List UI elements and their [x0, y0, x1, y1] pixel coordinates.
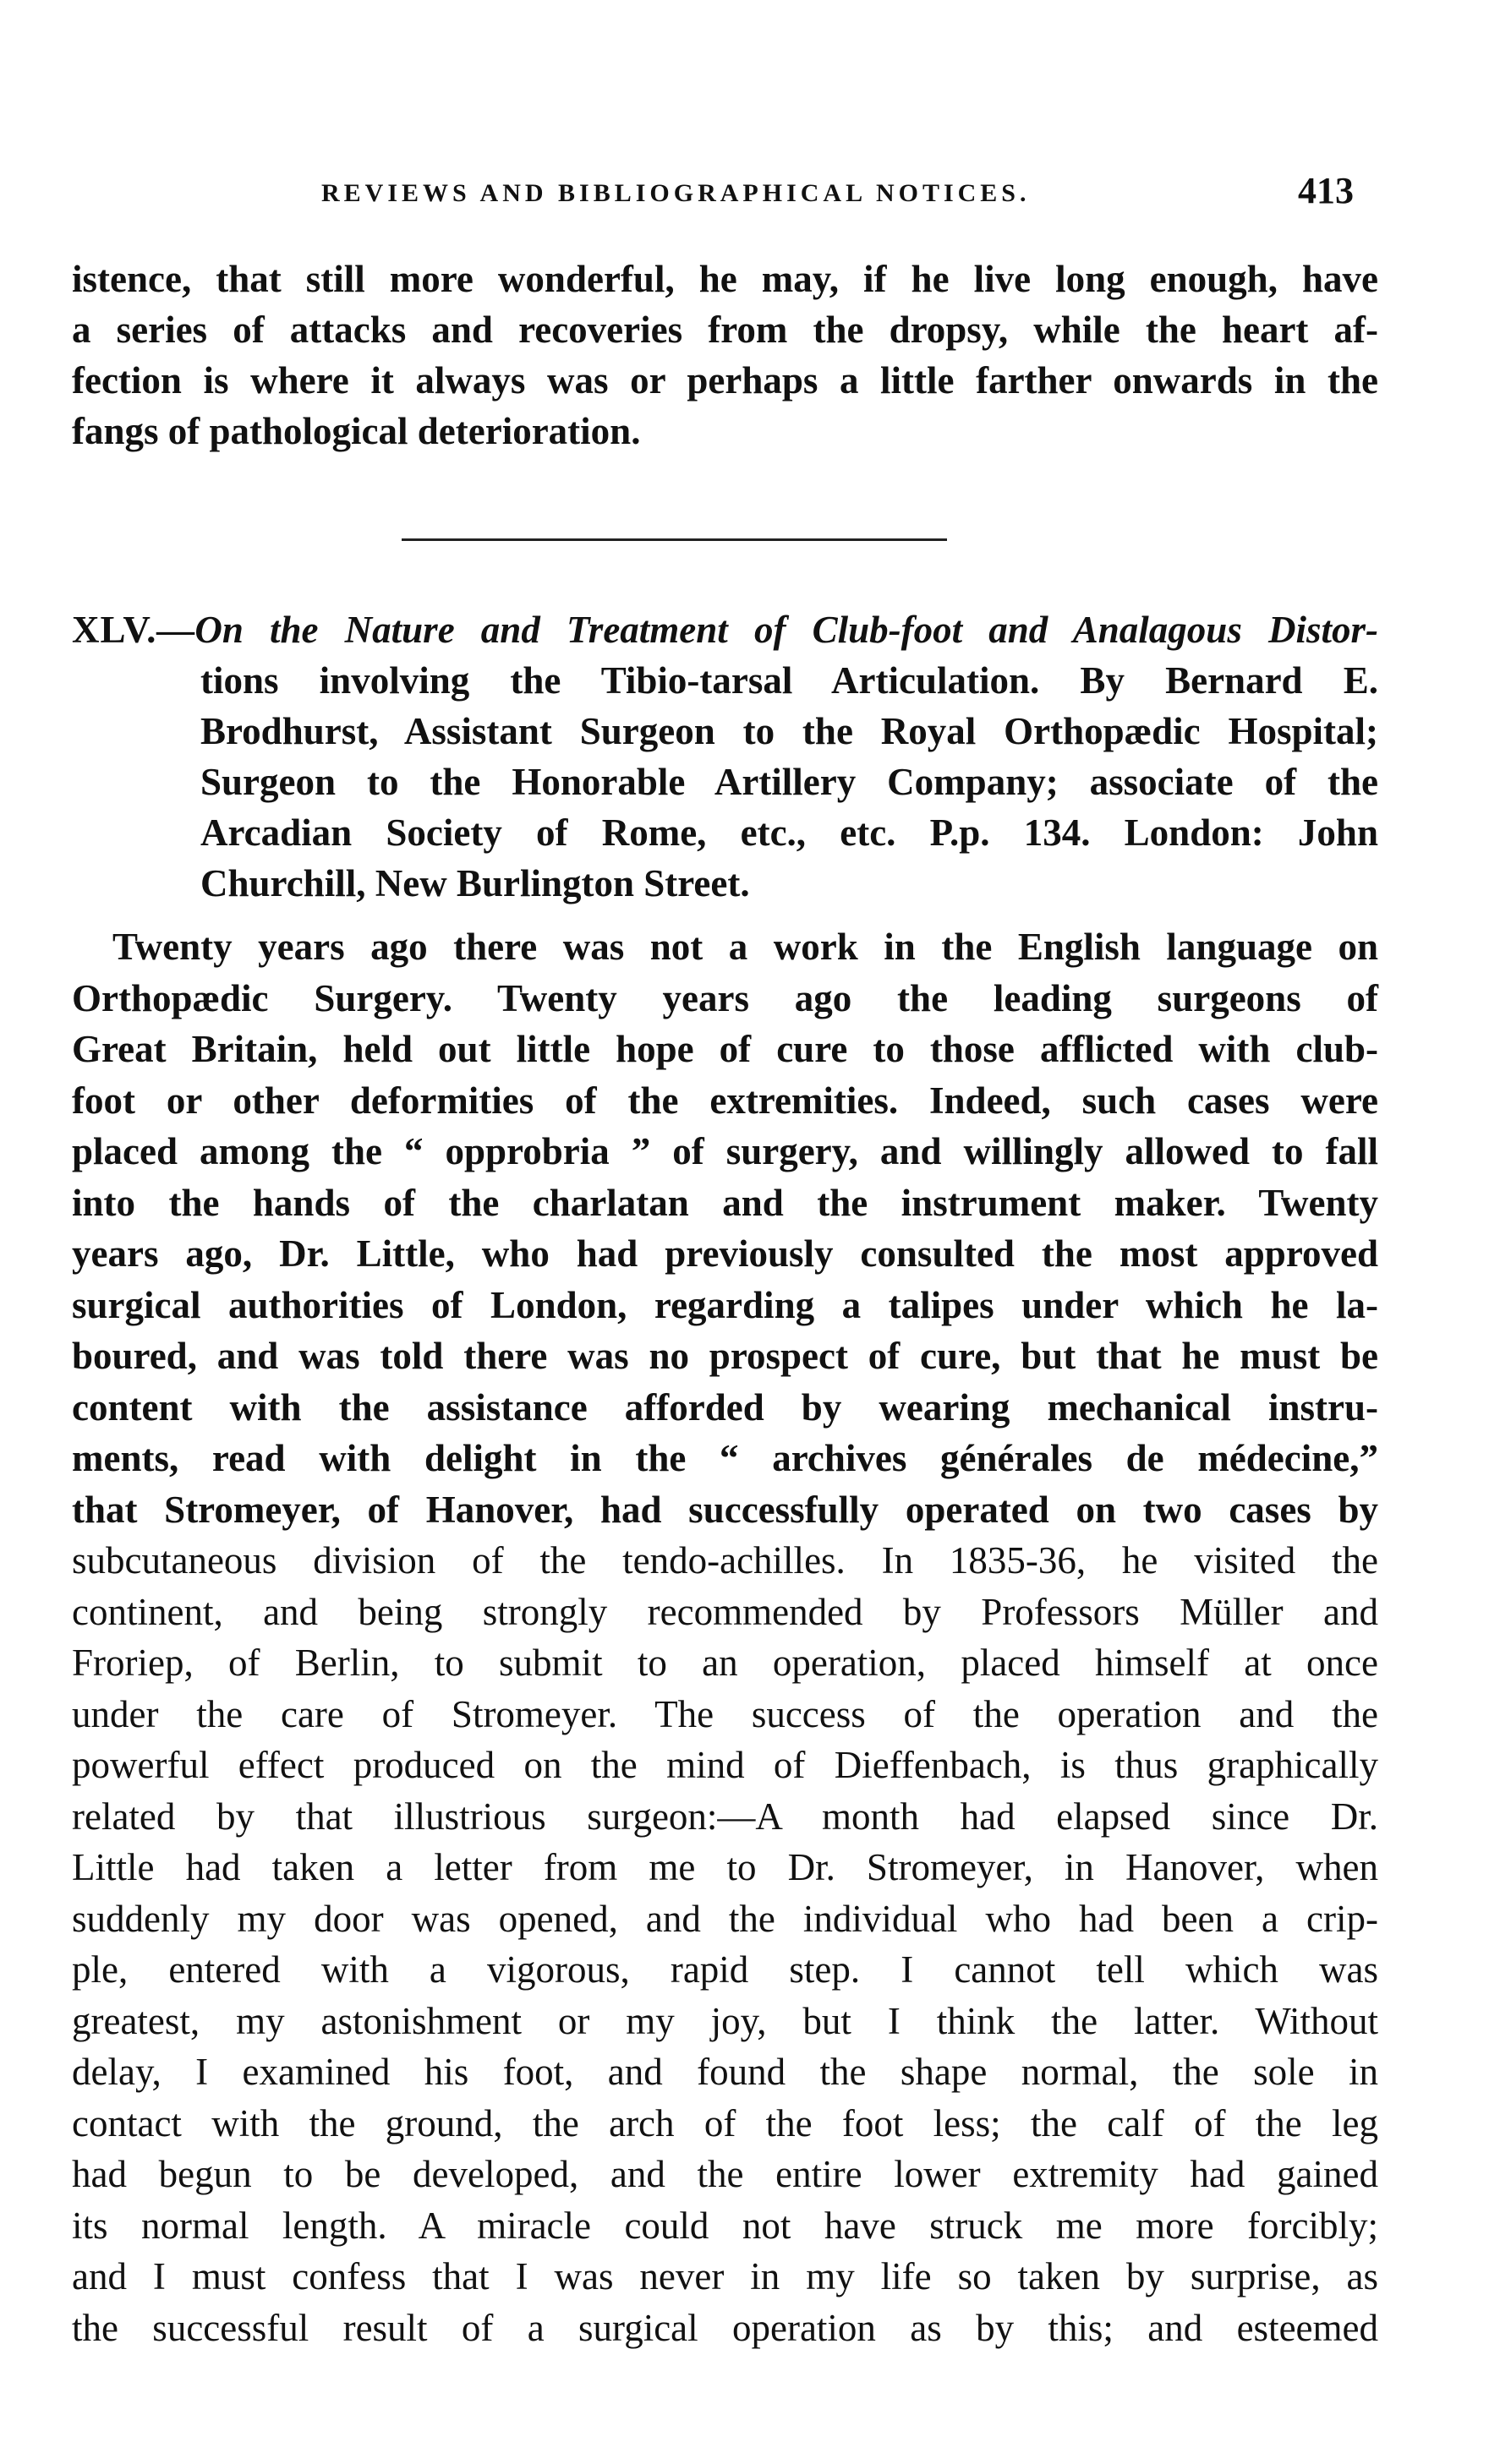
article-heading	[72, 604, 1378, 909]
page-number: 413	[1298, 170, 1354, 211]
text-line: tions involving the Tibio-tarsal Articulation. By Bernard E.	[200, 659, 1378, 702]
review-body	[72, 921, 1378, 2353]
text-line: boured, and was told there was no prospect of cure, but that he must be	[72, 1335, 1378, 1377]
text-line: ments, read with delight in the “ archives générales de médecine,”	[72, 1437, 1378, 1479]
text-line: powerful effect produced on the mind of Dieffenbach, is thus graphically	[72, 1744, 1378, 1786]
section-divider	[402, 538, 947, 541]
text-line: years ago, Dr. Little, who had previously consulted the most approved	[72, 1232, 1378, 1275]
text-line: greatest, my astonishment or my joy, but I think the latter. Without	[72, 1999, 1378, 2042]
text-line: contact with the ground, the arch of the foot less; the calf of the leg	[72, 2101, 1378, 2144]
running-head: REVIEWS AND BIBLIOGRAPHICAL NOTICES.	[321, 179, 1031, 207]
text-line: Little had taken a letter from me to Dr. Stromeyer, in Hanover, when	[72, 1846, 1378, 1888]
text-line: continent, and being strongly recommended by Professors Müller and	[72, 1590, 1378, 1633]
text-line: its normal length. A miracle could not have struck me more forcibly;	[72, 2204, 1378, 2247]
text-line: surgical authorities of London, regarding a talipes under which he la-	[72, 1283, 1378, 1326]
text-line: fangs of pathological deterioration.	[72, 410, 641, 452]
text-line: that Stromeyer, of Hanover, had successfully operated on two cases by	[72, 1488, 1378, 1531]
text-line: into the hands of the charlatan and the instrument maker. Twenty	[72, 1181, 1378, 1224]
text-line: suddenly my door was opened, and the individual who had been a crip-	[72, 1897, 1378, 1940]
text-line: delay, I examined his foot, and found the shape normal, the sole in	[72, 2051, 1378, 2093]
text-line: fection is where it always was or perhaps a little farther onwards in the	[72, 359, 1378, 402]
text-line: istence, that still more wonderful, he may, if he live long enough, have	[72, 258, 1378, 300]
text-line: Froriep, of Berlin, to submit to an operation, placed himself at once	[72, 1642, 1378, 1684]
text-line: Arcadian Society of Rome, etc., etc. P.p. 134. London: John	[200, 811, 1378, 854]
article-number: XLV.	[72, 609, 157, 651]
text-line: Brodhurst, Assistant Surgeon to the Royal Orthopædic Hospital;	[200, 710, 1378, 752]
text-line: Great Britain, held out little hope of cure to those afflicted with club-	[72, 1028, 1378, 1070]
text-line: Churchill, New Burlington Street.	[200, 862, 750, 904]
text-line: and I must confess that I was never in my life so taken by surprise, as	[72, 2255, 1378, 2297]
text-line: under the care of Stromeyer. The success of the operation and the	[72, 1692, 1378, 1735]
text-line: a series of attacks and recoveries from the dropsy, while the heart af-	[72, 309, 1378, 351]
text-line: foot or other deformities of the extremities. Indeed, such cases were	[72, 1079, 1378, 1122]
intro-paragraph	[72, 254, 1378, 456]
text-line: content with the assistance afforded by wearing mechanical instru-	[72, 1385, 1378, 1429]
text-line: related by that illustrious surgeon:—A month had elapsed since Dr.	[72, 1795, 1378, 1838]
text-line: subcutaneous division of the tendo-achilles. In 1835-36, he visited the	[72, 1539, 1378, 1582]
text-line: ple, entered with a vigorous, rapid step. I cannot tell which was	[72, 1948, 1378, 1991]
heading-title-start: —On the Nature and Treatment of Club-foot and Analagous Distor-	[156, 609, 1378, 651]
text-line: Orthopædic Surgery. Twenty years ago the leading surgeons of	[72, 976, 1378, 1019]
text-line: Surgeon to the Honorable Artillery Company; associate of the	[200, 761, 1378, 803]
text-line: placed among the “ opprobria ” of surgery, and willingly allowed to fall	[72, 1130, 1378, 1172]
text-line: the successful result of a surgical operation as by this; and esteemed	[72, 2306, 1378, 2349]
heading-line-1	[72, 604, 1378, 655]
text-line: Twenty years ago there was not a work in the English language on	[112, 926, 1378, 968]
text-line: had begun to be developed, and the entire lower extremity had gained	[72, 2153, 1378, 2195]
